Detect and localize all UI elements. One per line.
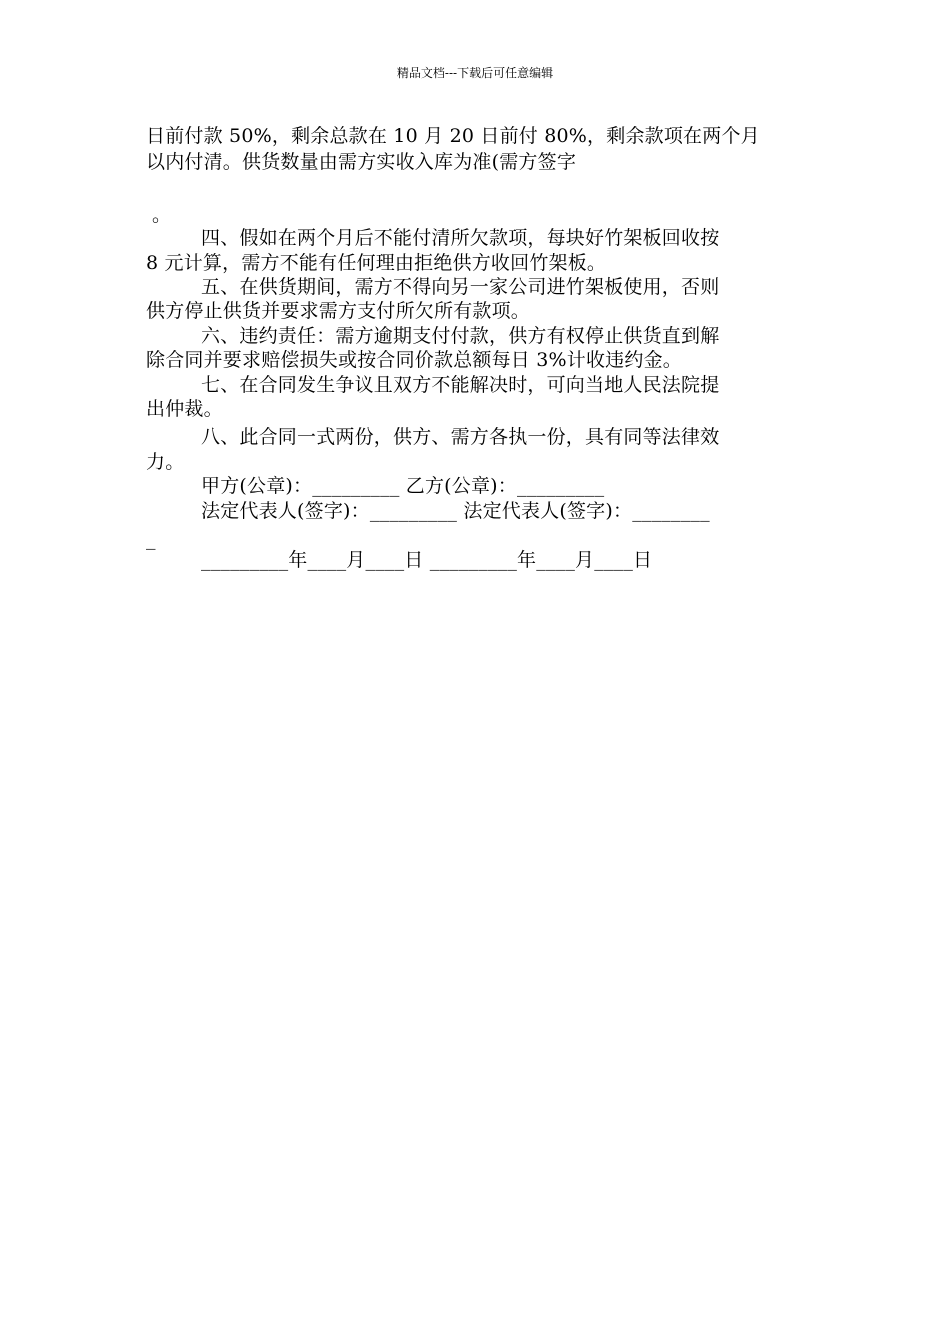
date-line: _________年____月____日 _________年____月____日: [201, 549, 653, 571]
clause-4-line-2: 8 元计算，需方不能有任何理由拒绝供方收回竹架板。: [146, 252, 607, 274]
payment-terms-line-1: 日前付款 50%，剩余总款在 10 月 20 日前付 80%，剩余款项在两个月: [146, 125, 760, 147]
party-seal-line: 甲方(公章)：_________ 乙方(公章)：_________: [201, 475, 605, 497]
payment-terms-line-2: 以内付清。供货数量由需方实收入库为准(需方签字: [146, 151, 577, 173]
clause-8-line-1: 八、此合同一式两份，供方、需方各执一份，具有同等法律效: [201, 426, 720, 448]
clause-4-line-1: 四、假如在两个月后不能付清所欠款项，每块好竹架板回收按: [201, 227, 720, 249]
clause-6-line-2: 除合同并要求赔偿损失或按合同价款总额每日 3%计收违约金。: [146, 349, 682, 371]
clause-6-line-1: 六、违约责任：需方逾期支付付款，供方有权停止供货直到解: [201, 325, 720, 347]
clause-7-line-2: 出仲裁。: [146, 398, 223, 420]
legal-rep-line-wrap: _: [146, 528, 156, 550]
clause-8-line-2: 力。: [146, 451, 185, 473]
clause-7-line-1: 七、在合同发生争议且双方不能解决时，可向当地人民法院提: [201, 374, 720, 396]
payment-terms-line-3: 。: [152, 204, 172, 226]
clause-5-line-2: 供方停止供货并要求需方支付所欠所有款项。: [146, 300, 531, 322]
clause-5-line-1: 五、在供货期间，需方不得向另一家公司进竹架板使用，否则: [201, 276, 720, 298]
page-header: 精品文档---下载后可任意编辑: [396, 66, 554, 80]
legal-rep-line: 法定代表人(签字)：_________ 法定代表人(签字)：________: [201, 500, 710, 522]
